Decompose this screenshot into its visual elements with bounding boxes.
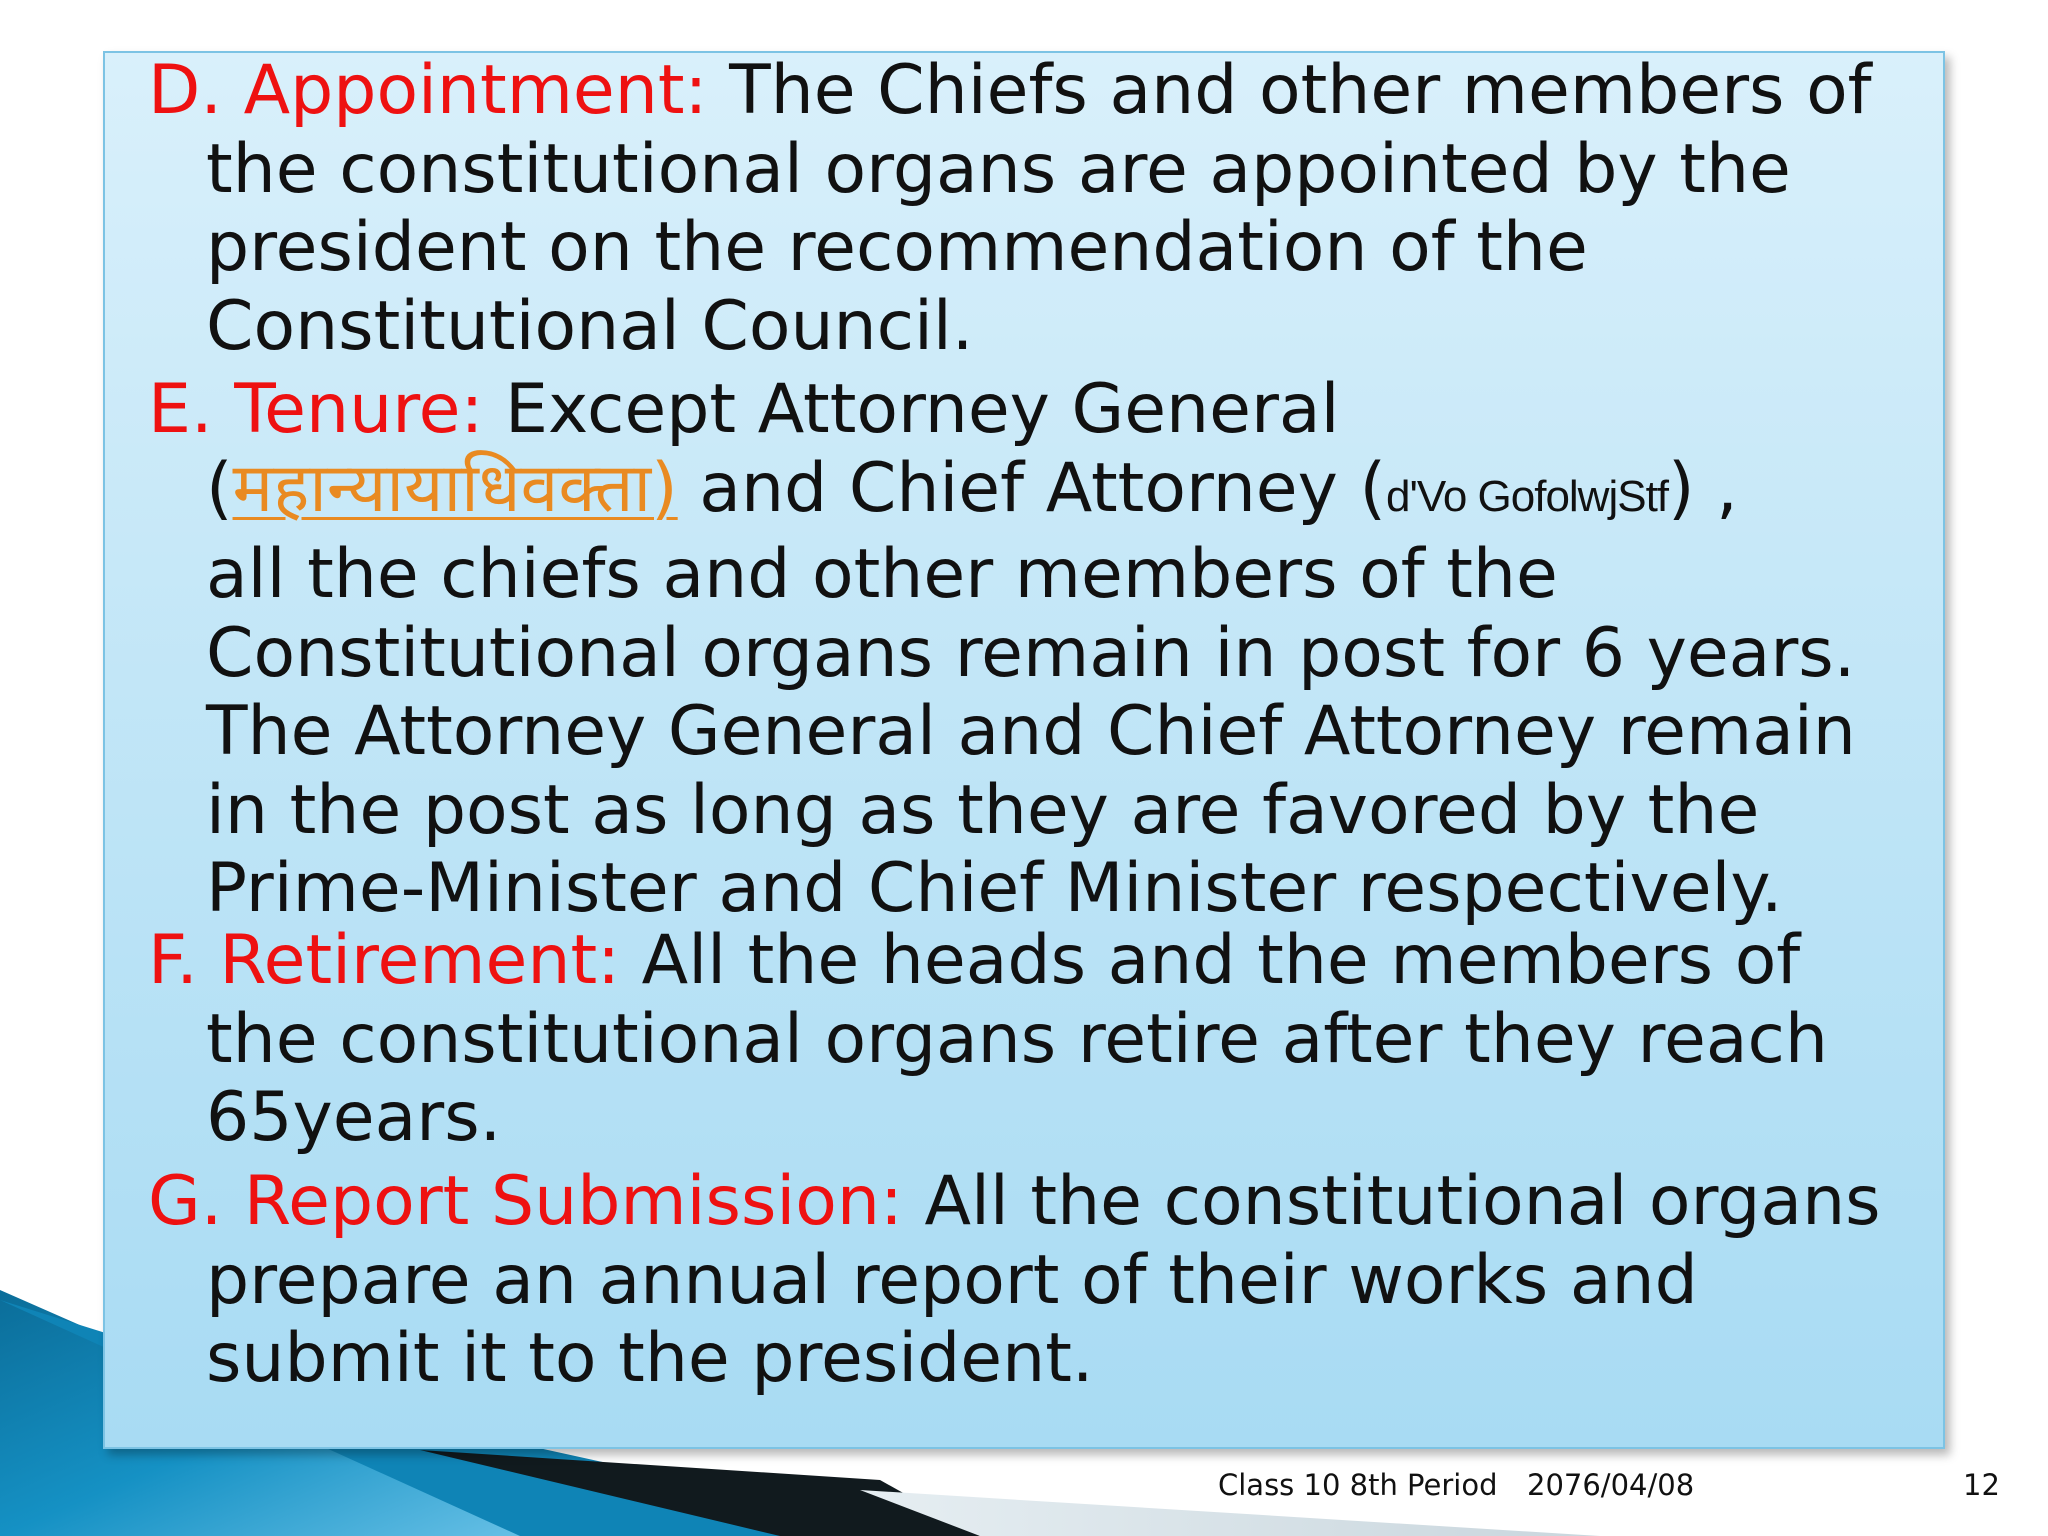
heading-appointment: D. Appointment: <box>148 51 708 130</box>
item-tenure-line-1: all the chiefs and other members of the <box>206 535 1558 614</box>
item-appointment-line-2: president on the recommendation of the <box>206 208 1588 287</box>
item-tenure <box>148 371 1928 929</box>
heading-tenure: E. Tenure: <box>148 370 484 449</box>
item-retirement <box>148 922 1928 1158</box>
paren-close: ) , <box>1668 448 1738 528</box>
item-retirement-first-line: All the heads and the members of <box>620 921 1801 1000</box>
item-retirement-line-2: 65years. <box>206 1078 502 1157</box>
item-tenure-mid-text: and Chief Attorney ( <box>677 448 1387 528</box>
item-retirement-line-1: the constitutional organs retire after they reach <box>206 999 1828 1079</box>
item-report-submission <box>148 1163 1928 1399</box>
item-tenure-attorney-line <box>148 450 1928 537</box>
item-appointment <box>148 52 1928 366</box>
item-tenure-line-4: in the post as long as they are favored by the <box>206 770 1760 850</box>
footer-date: 2076/04/08 <box>1527 1468 1695 1502</box>
item-tenure-first-line: Except Attorney General <box>483 370 1340 449</box>
item-tenure-line-5: Prime-Minister and Chief Minister respectively. <box>206 849 1783 928</box>
item-appointment-line-3: Constitutional Council. <box>206 286 974 366</box>
item-appointment-first-line: The Chiefs and other members of <box>707 51 1872 130</box>
item-report-line-1: prepare an annual report of their works and <box>206 1240 1698 1320</box>
item-appointment-line-1: the constitutional organs are appointed by the <box>206 129 1791 209</box>
item-tenure-line-2: Constitutional organs remain in post for 6 years. <box>206 613 1856 693</box>
legacy-font-text: d'Vo GofolwjStf <box>1386 471 1669 521</box>
item-report-first-line: All the constitutional organs <box>902 1162 1881 1241</box>
heading-retirement: F. Retirement: <box>148 921 621 1000</box>
item-tenure-line-3: The Attorney General and Chief Attorney remain <box>206 692 1856 771</box>
hindi-term-link[interactable]: महान्यायाधिवक्ता) <box>232 448 678 528</box>
item-report-line-2: submit it to the president. <box>206 1319 1094 1398</box>
footer-page-number: 12 <box>1963 1468 2000 1502</box>
paren-open: ( <box>206 448 233 528</box>
footer-class-label: Class 10 8th Period <box>1218 1468 1498 1502</box>
heading-report-submission: G. Report Submission: <box>148 1162 903 1241</box>
